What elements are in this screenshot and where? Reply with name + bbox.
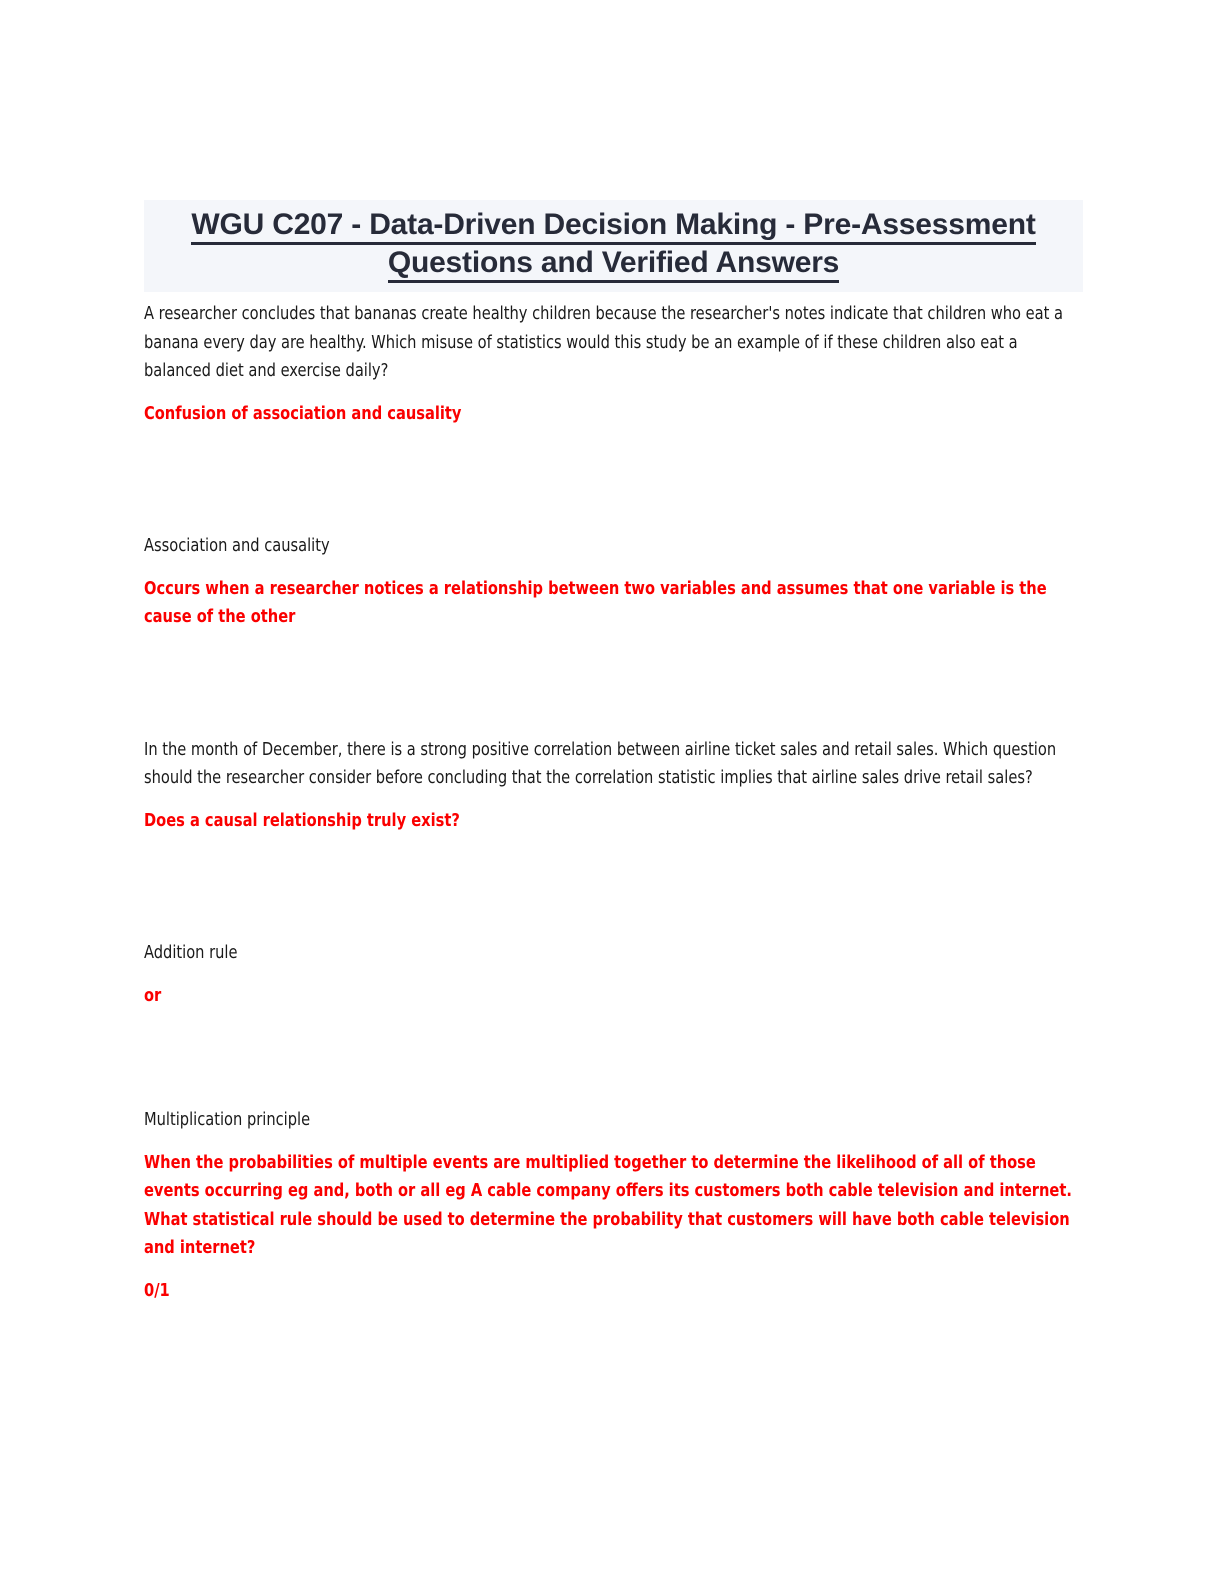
- spacer: [144, 968, 1079, 982]
- spacer: [144, 386, 1079, 400]
- qa-entry-4: [144, 939, 1079, 1010]
- section-spacer: [144, 835, 1079, 939]
- spacer: [144, 1135, 1079, 1149]
- qa-entry-2: [144, 532, 1079, 632]
- page-title-line-2: Questions and Verified Answers: [388, 246, 839, 283]
- page-title: [144, 206, 1083, 282]
- answer-text-4: or: [144, 985, 162, 1006]
- spacer: [144, 793, 1079, 807]
- qa-entry-5: [144, 1106, 1079, 1305]
- document-body: [144, 300, 1079, 1305]
- answer-text-1: Confusion of association and causality: [144, 403, 462, 424]
- answer-text-3: Does a causal relationship truly exist?: [144, 810, 460, 831]
- section-spacer: [144, 428, 1079, 532]
- qa-entry-1: [144, 300, 1079, 428]
- answer-text-2: Occurs when a researcher notices a relationship between two variables and assumes that one variable is the cause of the other: [144, 578, 1047, 627]
- document-title-band: [144, 200, 1083, 292]
- qa-entry-3: [144, 736, 1079, 836]
- term-text-2: Association and causality: [144, 536, 330, 556]
- question-text-1: A researcher concludes that bananas create healthy children because the researcher's notes indicate that children who eat a banana every day are healthy. Which misuse of statistics would this study be an example of if these children also eat a balanced diet and exercise daily?: [144, 304, 1063, 381]
- score-text: 0/1: [144, 1280, 170, 1301]
- spacer: [144, 1263, 1079, 1277]
- question-text-3: In the month of December, there is a strong positive correlation between airline ticket sales and retail sales. Which question should the researcher consider before concluding that the correlation statistic implies that airline sales drive retail sales?: [144, 739, 1057, 788]
- spacer: [144, 561, 1079, 575]
- section-spacer: [144, 632, 1079, 736]
- term-text-5: Multiplication principle: [144, 1110, 311, 1130]
- answer-text-5: When the probabilities of multiple events are multiplied together to determine the likelihood of all of those events occurring eg and, both or all eg A cable company offers its customers both cable television and internet. What statistical rule should be used to determine the probability that customers will have both cable television and internet?: [144, 1152, 1072, 1258]
- page-title-line-1: WGU C207 - Data-Driven Decision Making - Pre-Assessment: [191, 208, 1035, 245]
- term-text-4: Addition rule: [144, 943, 238, 963]
- section-spacer: [144, 1010, 1079, 1106]
